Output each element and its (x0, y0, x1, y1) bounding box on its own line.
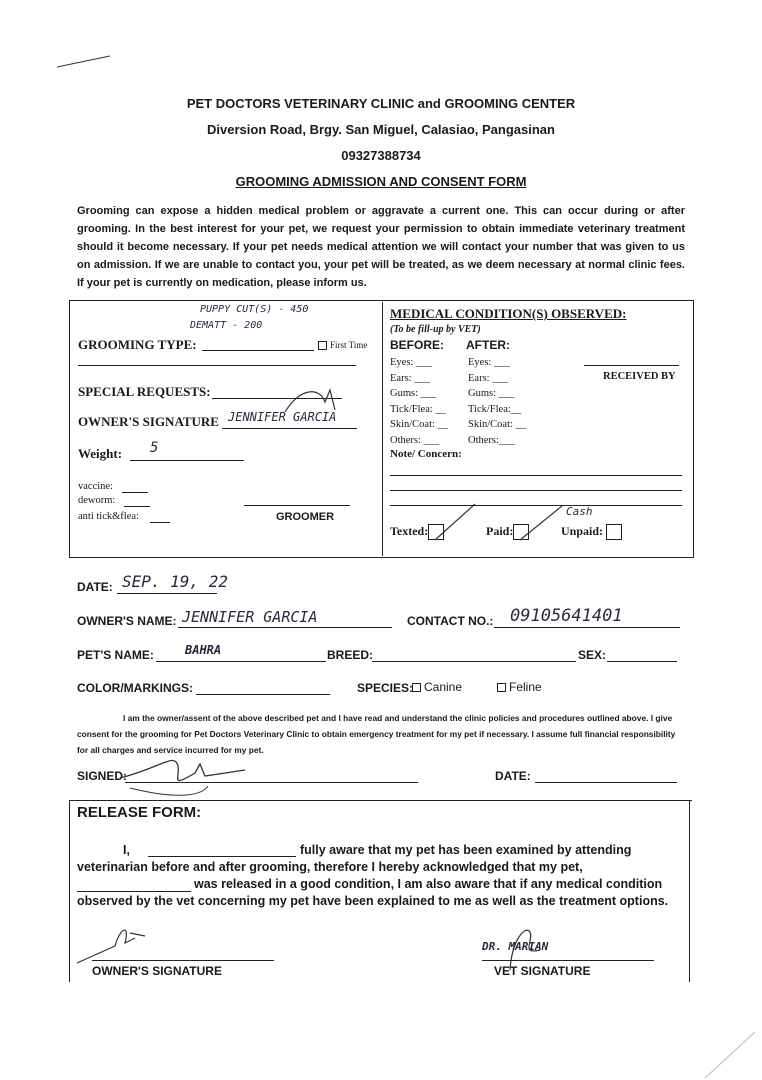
note-line-1[interactable] (390, 475, 682, 476)
clinic-address: Diversion Road, Brgy. San Miguel, Calasiao, Pangasinan (207, 122, 555, 137)
release-line-2: veterinarian before and after grooming, therefore I hereby acknowledged that my pet, (77, 860, 583, 874)
first-time-option[interactable]: First Time (318, 340, 367, 350)
received-by-line[interactable] (584, 365, 679, 366)
after-item[interactable]: Eyes: ___ (468, 357, 510, 368)
note-line-2[interactable] (390, 490, 682, 491)
after-list (468, 355, 526, 448)
owner-signature-scribble (280, 382, 350, 422)
date-label: DATE: (77, 580, 113, 594)
grooming-type-line[interactable] (202, 350, 314, 351)
sex-label: SEX: (578, 648, 607, 662)
release-top-border (69, 800, 692, 801)
owner-signature-value: JENNIFER GARCIA (228, 410, 337, 424)
owner-name-label: OWNER'S NAME: (77, 614, 177, 628)
weight-line[interactable] (130, 460, 244, 461)
breed-label: BREED: (327, 648, 374, 662)
note-concern-label: Note/ Concern: (390, 448, 462, 460)
intro-paragraph: Grooming can expose a hidden medical problem or aggravate a current one. This can occur during or after grooming. In the best interest for your pet, we request your permission to obtain immediate veterinary treatment should it become necessary. If your pet needs medical attention we will contact your number that was given to us on admission. If we are unable to contact you, your pet will be treated, as we deem necessary at normal clinic fees. If your pet is currently on medication, please inform us. (77, 205, 685, 289)
release-line-3: was released in a good condition, I am also aware that if any medical condition (194, 877, 663, 891)
owner-name-line[interactable] (178, 627, 392, 628)
unpaid-checkbox[interactable] (606, 524, 622, 540)
before-item[interactable]: Tick/Flea: __ (390, 403, 446, 415)
contact-label: CONTACT NO.: (407, 614, 494, 628)
release-i-label: I, (123, 843, 130, 857)
after-item[interactable]: Ears: ___ (468, 372, 508, 384)
before-item[interactable]: Others: ___ (390, 434, 440, 446)
release-pet-line[interactable] (77, 891, 191, 892)
before-item[interactable]: Ears: ___ (390, 372, 430, 384)
vet-fill-note: (To be fill-up by VET) (390, 324, 481, 335)
clinic-phone: 09327388734 (341, 148, 421, 163)
consent-date-label: DATE: (495, 769, 531, 783)
contact-line[interactable] (494, 627, 680, 628)
sex-line[interactable] (607, 661, 677, 662)
species-feline-option[interactable]: Feline (497, 680, 542, 694)
date-value: SEP. 19, 22 (122, 572, 228, 591)
vaccine-line[interactable] (122, 492, 148, 493)
unpaid-field[interactable]: Unpaid: (561, 524, 622, 540)
pen-stroke-mark (55, 52, 115, 72)
weight-value: 5 (150, 440, 159, 456)
contact-value: 09105641401 (510, 606, 623, 626)
after-item[interactable]: Others:___ (468, 434, 515, 446)
before-list (390, 355, 448, 448)
canine-checkbox[interactable] (412, 683, 421, 692)
before-label: BEFORE: (390, 338, 444, 352)
feline-checkbox[interactable] (497, 683, 506, 692)
consent-paragraph: I am the owner/assent of the above described pet and I have read and understand the clinic policies and procedures outlined above. I give consent for the grooming for Pet Doctors Veterinary Clinic to obtain emergency treatment for my pet if necessary. I assume full financial responsibility for all charges and service incurred for my pet. (77, 713, 676, 755)
after-item[interactable]: Gums: ___ (468, 388, 515, 399)
medical-condition-title: MEDICAL CONDITION(S) OBSERVED: (390, 306, 627, 321)
consent-date-line[interactable] (535, 782, 677, 783)
after-label: AFTER: (466, 338, 510, 352)
pet-name-label: PET'S NAME: (77, 648, 154, 662)
breed-line[interactable] (372, 661, 576, 662)
form-title: GROOMING ADMISSION AND CONSENT FORM (235, 174, 527, 189)
clinic-name: PET DOCTORS VETERINARY CLINIC and GROOMING CENTER (186, 96, 576, 111)
page-fold-mark (700, 1030, 760, 1080)
tick-flea-label: anti tick&flea: (78, 511, 139, 522)
vet-signature-value: DR. MARIAN (482, 940, 549, 953)
owner-name-value: JENNIFER GARCIA (182, 608, 318, 626)
weight-label: Weight: (78, 446, 123, 461)
release-owner-signature-line[interactable] (92, 960, 274, 961)
pet-name-value: BAHRA (185, 643, 222, 657)
grooming-type-value-1: PUPPY CUT(S) - 450 (200, 304, 309, 315)
after-item[interactable]: Skin/Coat: __ (468, 419, 527, 430)
payment-note: Cash (566, 505, 593, 518)
tick-flea-line[interactable] (150, 522, 170, 523)
grooming-type-label: GROOMING TYPE: (78, 337, 197, 352)
deworm-label: deworm: (78, 495, 116, 506)
vet-signature-label: VET SIGNATURE (494, 964, 591, 978)
panel-divider (382, 302, 383, 556)
vet-signature-line[interactable] (482, 960, 654, 961)
received-by-label: RECEIVED BY (603, 371, 676, 382)
vaccine-label: vaccine: (78, 481, 113, 492)
before-item[interactable]: Skin/Coat: __ (390, 419, 449, 430)
deworm-line[interactable] (124, 506, 150, 507)
owner-signature-label: OWNER'S SIGNATURE (78, 414, 219, 429)
color-markings-line[interactable] (196, 694, 330, 695)
species-label: SPECIES: (357, 681, 414, 695)
color-markings-label: COLOR/MARKINGS: (77, 681, 193, 695)
special-requests-label: SPECIAL REQUESTS: (78, 384, 211, 399)
date-line[interactable] (117, 593, 217, 594)
consent-signature-scribble (100, 748, 250, 804)
signed-label: SIGNED: (77, 769, 128, 783)
release-line-4: observed by the vet concerning my pet have been explained to me as well as the treatment options. (77, 894, 669, 908)
after-item[interactable]: Tick/Flea:__ (468, 403, 522, 415)
species-canine-option[interactable]: Canine (412, 680, 462, 694)
texted-field[interactable]: Texted: (390, 524, 444, 540)
pet-name-line[interactable] (156, 661, 326, 662)
first-time-checkbox[interactable] (318, 341, 327, 350)
release-line-1: fully aware that my pet has been examined by attending (300, 843, 632, 857)
groomer-label: GROOMER (276, 511, 335, 523)
release-right-border (689, 800, 690, 982)
release-owner-signature-label: OWNER'S SIGNATURE (92, 964, 222, 978)
release-left-border (69, 800, 70, 982)
grooming-type-value-2: DEMATT - 200 (190, 320, 263, 331)
check-marks (430, 500, 570, 544)
release-name-line[interactable] (148, 856, 296, 857)
before-item[interactable]: Eyes: ___ (390, 357, 432, 368)
release-form-title: RELEASE FORM: (77, 804, 202, 821)
grooming-type-extra-line[interactable] (78, 365, 356, 366)
before-item[interactable]: Gums: ___ (390, 388, 437, 399)
paid-field[interactable]: Paid: (486, 524, 529, 540)
groomer-line[interactable] (244, 505, 350, 506)
owner-signature-line[interactable] (222, 428, 357, 429)
